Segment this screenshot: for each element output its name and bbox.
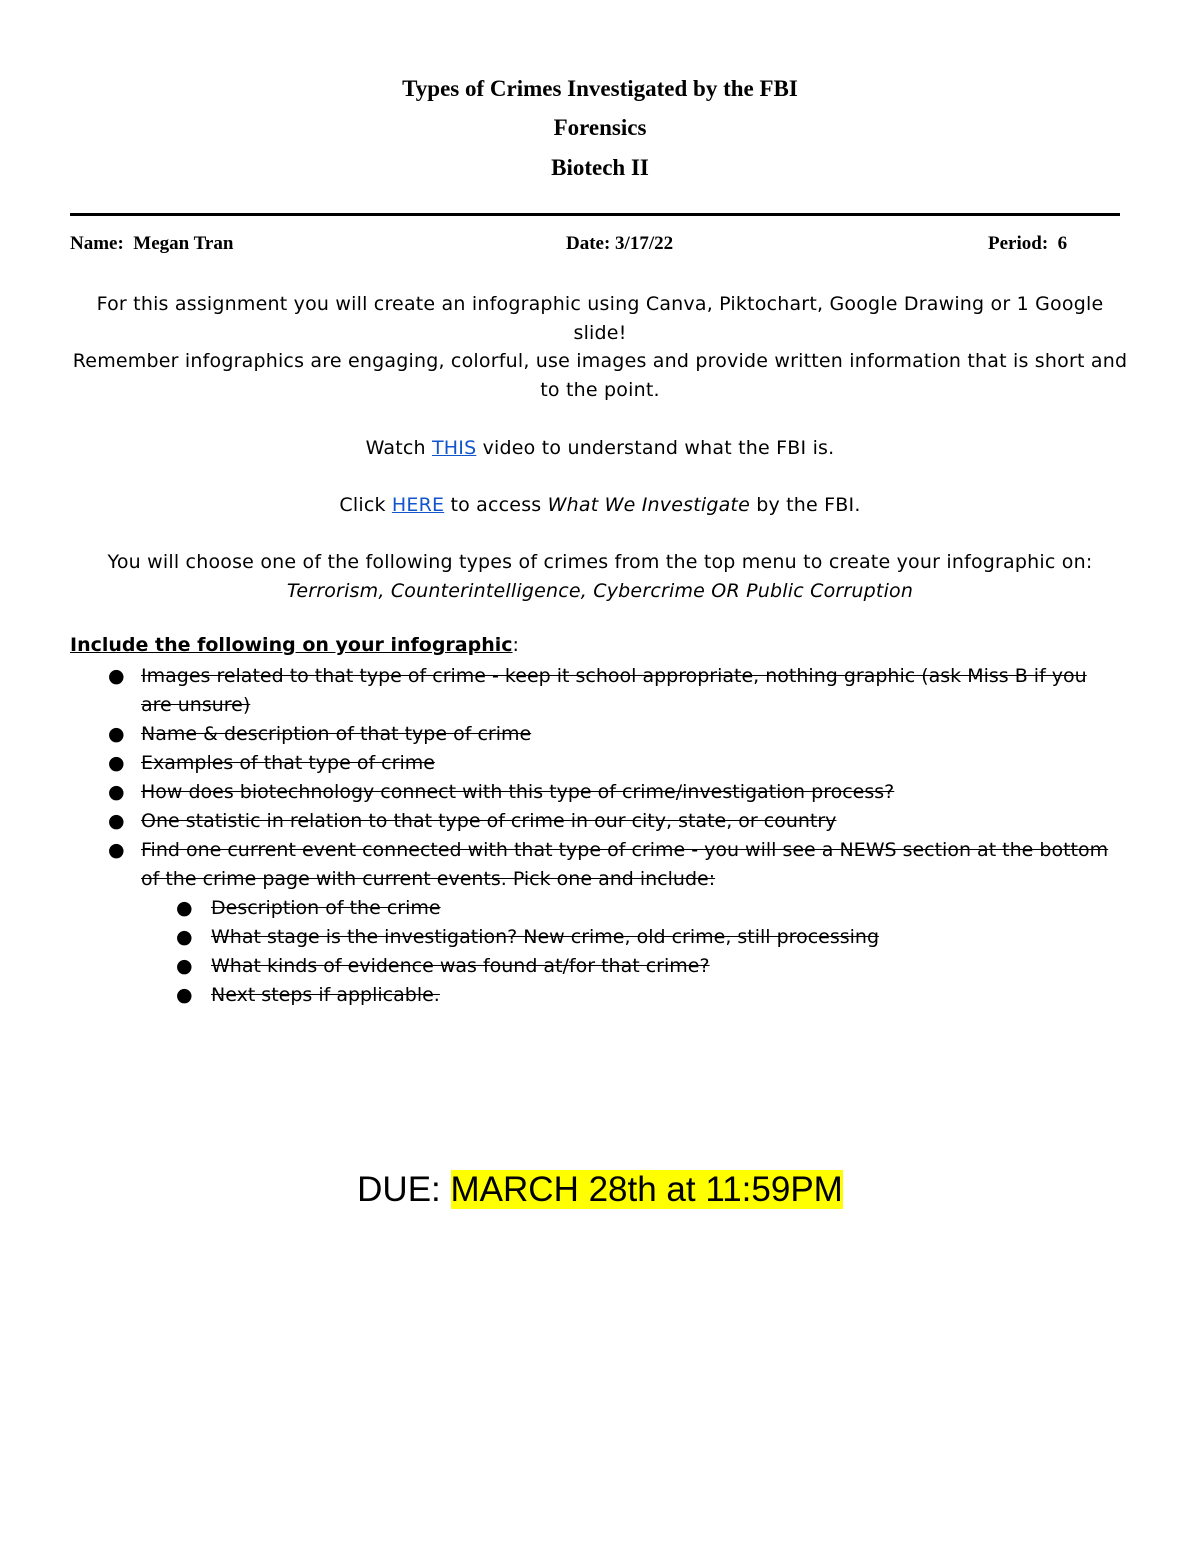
watch-video-line — [70, 434, 1130, 463]
bullet-icon: ● — [108, 839, 125, 861]
click-text-after: by the FBI. — [749, 494, 861, 516]
sub-list-item — [141, 981, 1120, 1010]
sub-list-item-text: What stage is the investigation? New crime, old crime, still processing — [211, 926, 880, 948]
list-item — [70, 836, 1120, 1010]
sub-list-item-text: What kinds of evidence was found at/for that crime? — [211, 955, 710, 977]
fbi-investigate-link[interactable]: HERE — [391, 494, 445, 516]
list-item-text: One statistic in relation to that type of crime in our city, state, or country — [141, 810, 837, 832]
due-date-highlight: MARCH 28th at 11:59PM — [450, 1170, 843, 1209]
list-item-text: Find one current event connected with that type of crime - you will see a NEWS section at the bottom of the crime page with current events. Pick one and include: — [141, 839, 1109, 890]
choose-crime-instructions — [70, 548, 1130, 606]
bullet-icon: ● — [176, 984, 193, 1006]
click-text-before: Click — [339, 494, 392, 516]
due-date-line — [0, 1170, 1200, 1210]
list-item — [70, 720, 1120, 749]
student-name: Name: Megan Tran — [70, 233, 234, 254]
sub-list-item-text: Next steps if applicable. — [211, 984, 440, 1006]
document-title: Types of Crimes Investigated by the FBI — [402, 76, 798, 101]
list-item — [70, 749, 1120, 778]
requirements-list — [70, 662, 1120, 1010]
current-event-sublist — [141, 894, 1120, 1010]
sub-list-item — [141, 894, 1120, 923]
list-item-text: How does biotechnology connect with this type of crime/investigation process? — [141, 781, 895, 803]
sub-list-item — [141, 952, 1120, 981]
choose-crime-text: You will choose one of the following types of crimes from the top menu to create your infographic on: — [107, 551, 1093, 573]
video-link[interactable]: THIS — [432, 437, 477, 459]
list-item — [70, 778, 1120, 807]
sub-list-item-text: Description of the crime — [211, 897, 441, 919]
watch-text-after: video to understand what the FBI is. — [476, 437, 835, 459]
watch-text-before: Watch — [365, 437, 432, 459]
due-label: DUE: — [357, 1170, 451, 1209]
course-name: Biotech II — [551, 155, 649, 180]
include-heading-text: Include the following on your infographic — [70, 634, 513, 656]
bullet-icon: ● — [108, 781, 125, 803]
sub-list-item — [141, 923, 1120, 952]
list-item — [70, 662, 1120, 720]
crime-options: Terrorism, Counterintelligence, Cybercrime OR Public Corruption — [286, 580, 914, 602]
assignment-date: Date: 3/17/22 — [566, 233, 674, 254]
bullet-icon: ● — [108, 723, 125, 745]
list-item-text: Name & description of that type of crime — [141, 723, 532, 745]
bullet-icon: ● — [176, 955, 193, 977]
page-name: What We Investigate — [547, 494, 750, 516]
intro-paragraph-2: Remember infographics are engaging, colorful, use images and provide written information that is short and to the point. — [72, 350, 1128, 401]
document-subtitle: Forensics — [553, 115, 647, 140]
intro-paragraph-1: For this assignment you will create an infographic using Canva, Piktochart, Google Drawing or 1 Google slide! — [96, 293, 1104, 344]
bullet-icon: ● — [176, 926, 193, 948]
class-period: Period: 6 — [988, 233, 1068, 254]
bullet-icon: ● — [108, 665, 125, 687]
bullet-icon: ● — [176, 897, 193, 919]
list-item-text: Images related to that type of crime - keep it school appropriate, nothing graphic (ask Miss B if you are unsure) — [141, 665, 1087, 716]
include-heading — [70, 634, 519, 656]
bullet-icon: ● — [108, 810, 125, 832]
list-item-text: Examples of that type of crime — [141, 752, 435, 774]
include-heading-colon: : — [512, 634, 519, 656]
list-item — [70, 807, 1120, 836]
header-divider — [70, 213, 1120, 216]
click-text-middle: to access — [444, 494, 548, 516]
bullet-icon: ● — [108, 752, 125, 774]
access-page-line — [70, 491, 1130, 520]
